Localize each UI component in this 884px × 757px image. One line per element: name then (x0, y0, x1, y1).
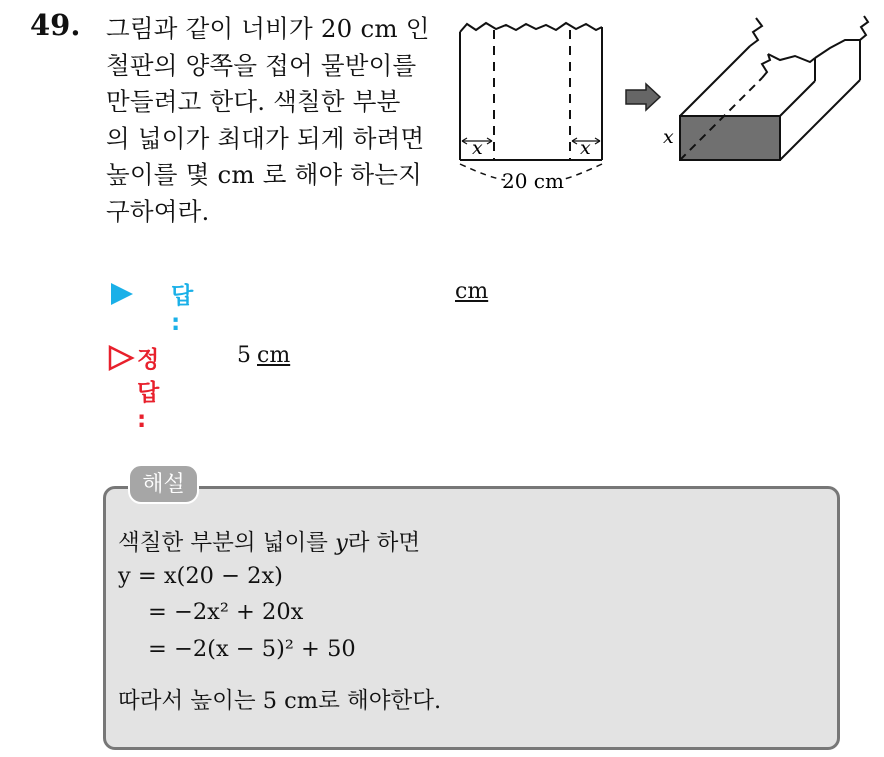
answer-unit: cm (455, 279, 489, 304)
explanation-tag: 해설 (128, 464, 199, 504)
variable-y: y (335, 530, 348, 556)
question-line: 만들려고 한다. 색칠한 부분 (106, 87, 401, 116)
explanation-text: 색칠한 부분의 넓이를 (118, 530, 336, 556)
filled-triangle-icon (109, 281, 135, 307)
question-line: 높이를 몇 cm 로 해야 하는지 (106, 160, 422, 189)
equation-line-1: y = x(20 − 2x) (118, 563, 283, 589)
question-line: 의 넓이가 최대가 되게 하려면 (106, 123, 425, 153)
explanation-line (118, 525, 420, 557)
correct-value-group (237, 343, 290, 368)
question-text (106, 11, 451, 230)
question-line: 철판의 양쪽을 접어 물받이를 (106, 50, 417, 80)
equation-line-2: = −2x² + 20x (148, 599, 304, 625)
gutter-figure (450, 10, 880, 200)
correct-unit: cm (257, 343, 291, 368)
x-label-left: x (472, 137, 483, 159)
x-label-3d: x (663, 126, 674, 148)
x-label-right: x (580, 137, 591, 159)
outline-triangle-icon (107, 344, 135, 372)
conclusion-line: 따라서 높이는 5 cm로 해야한다. (118, 688, 442, 714)
question-number: 49. (30, 8, 81, 42)
correct-value: 5 (237, 343, 251, 368)
answer-label: 답 : (171, 283, 194, 336)
folded-gutter-diagram (680, 16, 868, 160)
equation-line-3: = −2(x − 5)² + 50 (148, 636, 356, 662)
question-line: 그림과 같이 너비가 20 cm 인 (106, 14, 430, 43)
correct-label: 정답 : (137, 347, 160, 433)
width-label: 20 cm (502, 169, 564, 193)
right-arrow-icon (626, 84, 660, 110)
question-line: 구하여라. (106, 196, 210, 226)
explanation-text: 라 하면 (347, 530, 421, 556)
